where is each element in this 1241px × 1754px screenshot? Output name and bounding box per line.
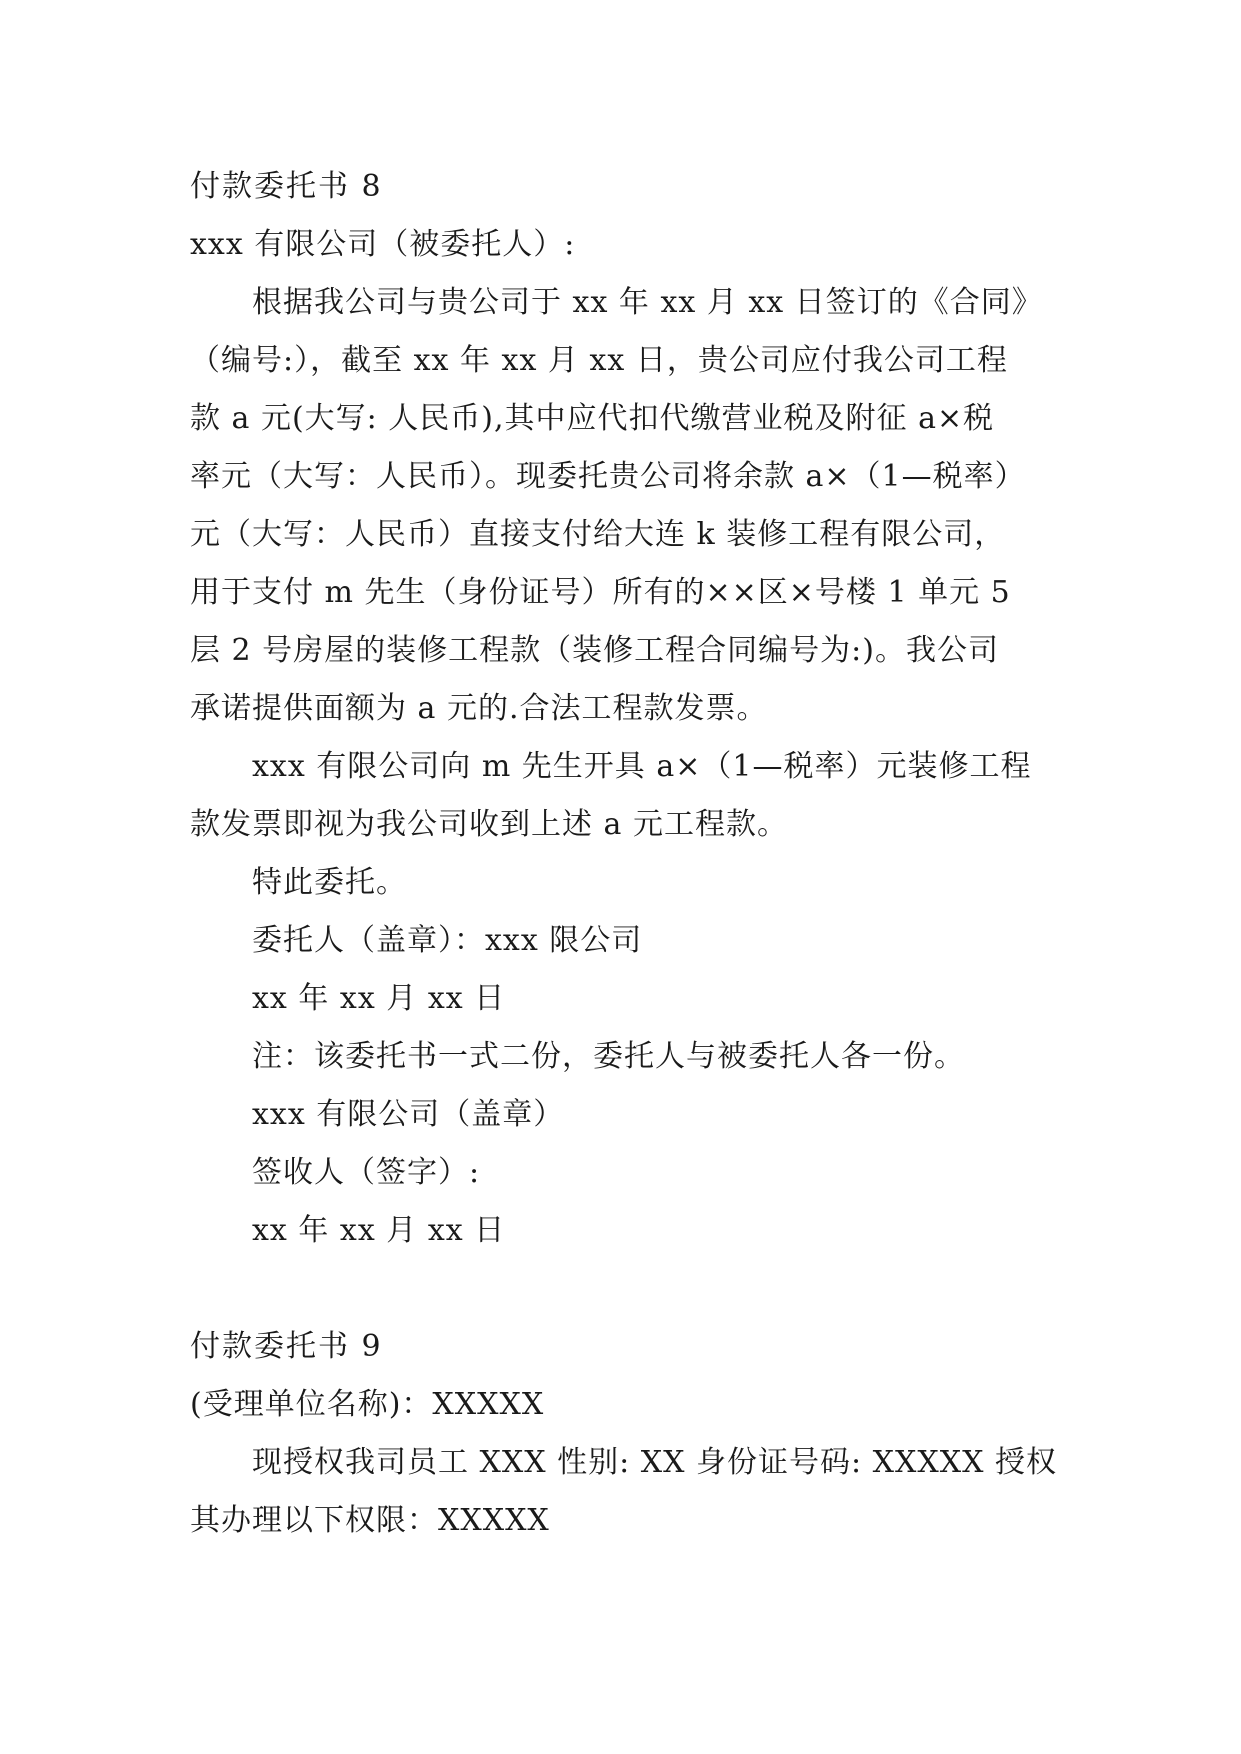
- section-9-addressee: (受理单位名称)：XXXXX: [190, 1387, 545, 1422]
- date-line: xx 年 xx 月 xx 日: [252, 981, 506, 1016]
- closing-text: 特此委托。: [252, 865, 407, 900]
- paragraph-line: 承诺提供面额为 a 元的.合法工程款发票。: [190, 691, 768, 726]
- note-line: 注：该委托书一式二份，委托人与被委托人各一份。: [252, 1039, 965, 1074]
- paragraph-line: （编号:），截至 xx 年 xx 月 xx 日，贵公司应付我公司工程: [190, 343, 1008, 378]
- paragraph-line: xxx 有限公司向 m 先生开具 a×（1—税率）元装修工程: [252, 749, 1032, 784]
- paragraph-line: 率元（大写：人民币）。现委托贵公司将余款 a×（1—税率）: [190, 459, 1026, 494]
- section-8-addressee: xxx 有限公司（被委托人）:: [190, 227, 576, 262]
- company-seal-line: xxx 有限公司（盖章）: [252, 1097, 565, 1132]
- signee-line: 签收人（签字）:: [252, 1155, 481, 1190]
- principal-seal-line: 委托人（盖章）：xxx 限公司: [252, 923, 643, 958]
- paragraph-line: 元（大写：人民币）直接支付给大连 k 装修工程有限公司，: [190, 517, 1006, 552]
- section-spacer: [190, 1260, 1070, 1318]
- paragraph-line: 现授权我司员工 XXX 性别: XX 身份证号码: XXXXX 授权: [252, 1445, 1058, 1480]
- paragraph-line: 其办理以下权限：XXXXX: [190, 1503, 550, 1538]
- document-body: [190, 158, 1070, 1550]
- paragraph-line: 层 2 号房屋的装修工程款（装修工程合同编号为:)。我公司: [190, 633, 999, 668]
- paragraph-line: 款 a 元(大写: 人民币),其中应代扣代缴营业税及附征 a×税: [190, 401, 995, 436]
- section-8-title: 付款委托书 8: [190, 169, 383, 204]
- section-9-title: 付款委托书 9: [190, 1329, 383, 1364]
- date-line: xx 年 xx 月 xx 日: [252, 1213, 506, 1248]
- paragraph-line: 根据我公司与贵公司于 xx 年 xx 月 xx 日签订的《合同》: [252, 285, 1043, 320]
- paragraph-line: 用于支付 m 先生（身份证号）所有的××区×号楼 1 单元 5: [190, 575, 1011, 610]
- paragraph-line: 款发票即视为我公司收到上述 a 元工程款。: [190, 807, 788, 842]
